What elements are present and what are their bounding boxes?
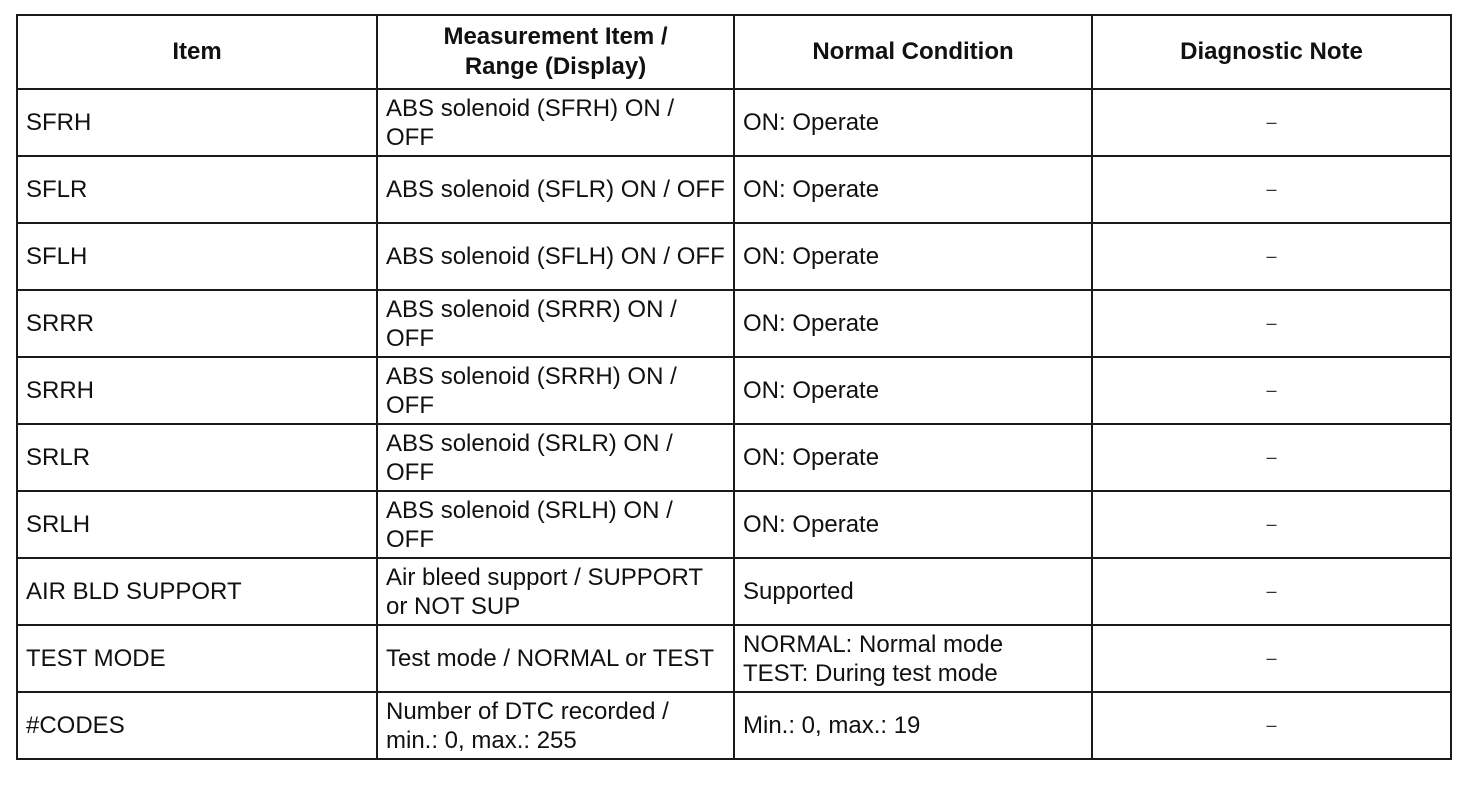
table-row (17, 290, 1451, 357)
table-row (17, 424, 1451, 491)
cell-condition: ON: Operate (734, 290, 1092, 357)
cell-note: – (1092, 290, 1451, 357)
cell-note: – (1092, 491, 1451, 558)
cell-measurement: Air bleed support / SUPPORT or NOT SUP (377, 558, 734, 625)
table-row (17, 89, 1451, 156)
condition-line: TEST: During test mode (743, 659, 998, 687)
cell-note: – (1092, 156, 1451, 223)
cell-item: SRRR (17, 290, 377, 357)
cell-condition: ON: Operate (734, 223, 1092, 290)
cell-item: SFLH (17, 223, 377, 290)
header-measurement-line1: Measurement Item / (443, 23, 668, 50)
cell-item: AIR BLD SUPPORT (17, 558, 377, 625)
cell-note: – (1092, 625, 1451, 692)
cell-item: #CODES (17, 692, 377, 759)
cell-condition: ON: Operate (734, 491, 1092, 558)
cell-measurement: ABS solenoid (SFLR) ON / OFF (377, 156, 734, 223)
cell-note: – (1092, 692, 1451, 759)
cell-item: SRRH (17, 357, 377, 424)
diagnostic-data-table (16, 14, 1452, 760)
cell-condition (734, 625, 1092, 692)
cell-item: SFRH (17, 89, 377, 156)
cell-note: – (1092, 89, 1451, 156)
cell-item: SFLR (17, 156, 377, 223)
cell-item: TEST MODE (17, 625, 377, 692)
cell-measurement: ABS solenoid (SRLH) ON / OFF (377, 491, 734, 558)
cell-condition: ON: Operate (734, 89, 1092, 156)
table-header-row (17, 15, 1451, 89)
cell-condition: ON: Operate (734, 424, 1092, 491)
cell-condition: ON: Operate (734, 357, 1092, 424)
cell-condition: ON: Operate (734, 156, 1092, 223)
cell-condition: Min.: 0, max.: 19 (734, 692, 1092, 759)
header-diagnostic-note: Diagnostic Note (1092, 15, 1451, 89)
table-row (17, 156, 1451, 223)
cell-measurement: ABS solenoid (SFRH) ON / OFF (377, 89, 734, 156)
cell-item: SRLH (17, 491, 377, 558)
table-row (17, 558, 1451, 625)
cell-measurement: Test mode / NORMAL or TEST (377, 625, 734, 692)
condition-line: NORMAL: Normal mode (743, 630, 1004, 658)
cell-measurement: Number of DTC recorded / min.: 0, max.: 255 (377, 692, 734, 759)
table-row (17, 491, 1451, 558)
header-measurement-line2: Range (Display) (464, 53, 647, 80)
cell-measurement: ABS solenoid (SRRR) ON / OFF (377, 290, 734, 357)
cell-measurement: ABS solenoid (SRLR) ON / OFF (377, 424, 734, 491)
cell-measurement: ABS solenoid (SFLH) ON / OFF (377, 223, 734, 290)
header-measurement (377, 15, 734, 89)
cell-item: SRLR (17, 424, 377, 491)
table-row (17, 692, 1451, 759)
header-normal-condition: Normal Condition (734, 15, 1092, 89)
cell-note: – (1092, 424, 1451, 491)
cell-measurement: ABS solenoid (SRRH) ON / OFF (377, 357, 734, 424)
table-row (17, 357, 1451, 424)
table-row (17, 223, 1451, 290)
cell-condition: Supported (734, 558, 1092, 625)
header-item: Item (17, 15, 377, 89)
cell-note: – (1092, 223, 1451, 290)
table-row (17, 625, 1451, 692)
cell-note: – (1092, 558, 1451, 625)
cell-note: – (1092, 357, 1451, 424)
